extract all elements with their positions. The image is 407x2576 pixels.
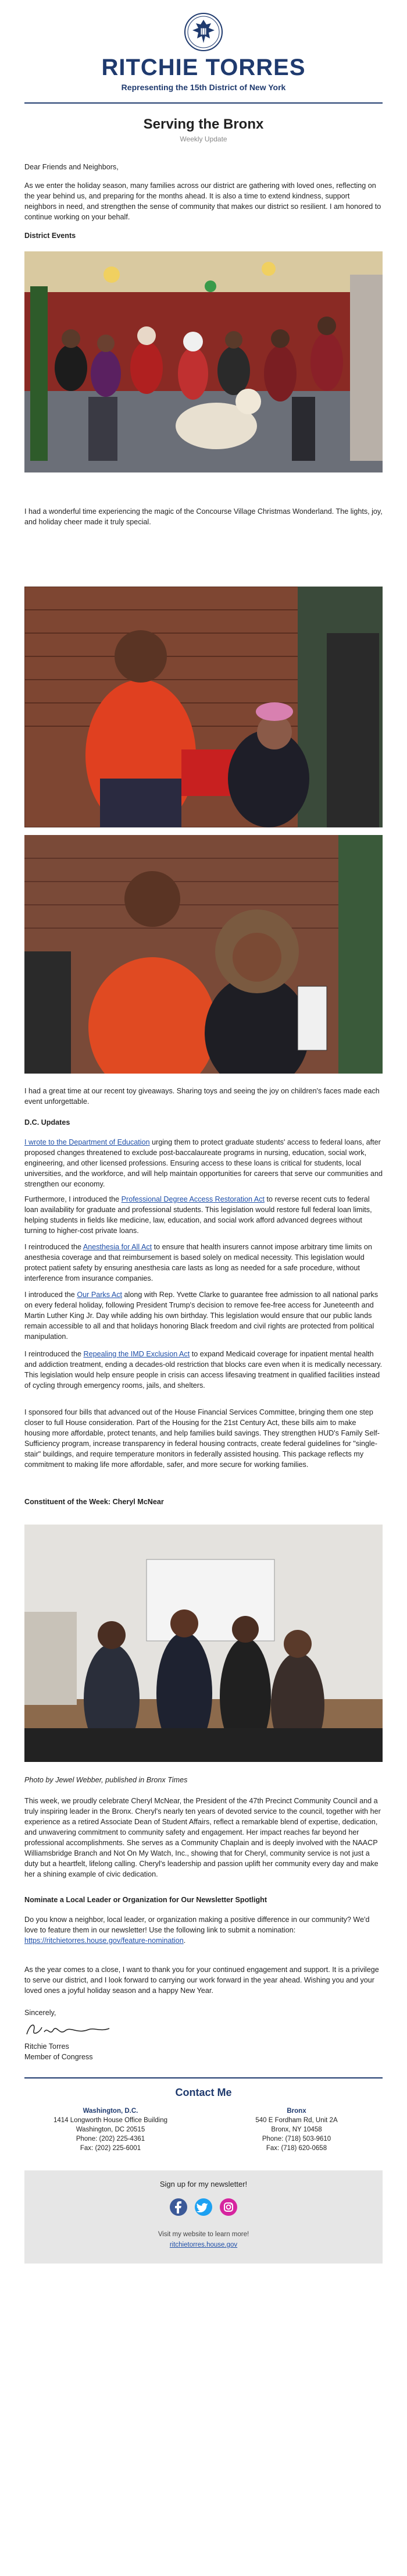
footer (24, 2170, 383, 2264)
our-parks-act-link[interactable]: Our Parks Act (77, 1291, 123, 1299)
dc-update-degree-access (24, 1194, 383, 1236)
imd-exclusion-act-link[interactable]: Repealing the IMD Exclusion Act (83, 1350, 190, 1358)
social-icons (167, 2198, 240, 2218)
dc-update-parks-pre: I introduced the (24, 1291, 77, 1299)
dc-update-imd-text: to expand Medicaid coverage for inpatient mental health and addiction treatment, ending a decades-old restriction that blocks care even when it is medically necessary. This legislation would help ensure people in crisis can access lifesaving treatment in qualified facilities instead of cycling through emergency rooms, jails, and shelters. (24, 1350, 383, 1390)
bronx-office-fax: Fax: (718) 620-0658 (266, 2145, 327, 2152)
divider (24, 102, 383, 104)
toy-giveaway-caption: I had a great time at our recent toy giveaways. Sharing toys and seeing the joy on children's faces made each event unforgettable. (24, 1087, 380, 1106)
dc-update-degree-access-text: to reverse recent cuts to federal loan availability for graduate and professional students. This legislation would restore full federal loan limits, helping students in fields like medicine, law, education, and social work afford advanced degrees without turning to higher-cost private loans. (24, 1195, 372, 1235)
twitter-icon[interactable] (195, 2198, 212, 2216)
dc-update-degree-access-pre: Furthermore, I introduced the (24, 1195, 122, 1203)
education-letter-link[interactable]: I wrote to the Department of Education (24, 1138, 150, 1146)
header (0, 0, 407, 99)
dc-office-fax: Fax: (202) 225-6001 (80, 2145, 141, 2152)
contact-divider (24, 2077, 383, 2078)
header-name: RITCHIE TORRES (101, 55, 306, 80)
dc-update-anesthesia (24, 1242, 383, 1284)
newsletter-title: Serving the Bronx (143, 116, 264, 132)
dc-update-parks (24, 1289, 383, 1342)
instagram-icon[interactable] (220, 2198, 237, 2216)
sign-title: Member of Congress (24, 2053, 93, 2061)
degree-access-act-link[interactable]: Professional Degree Access Restoration Act (121, 1195, 265, 1203)
nominate-end: . (183, 1937, 186, 1945)
visit-website-text: Visit my website to learn more! (158, 2231, 249, 2238)
contact-heading: Contact Me (175, 2087, 232, 2098)
dc-update-housing: I sponsored four bills that advanced out of the House Financial Services Committee, bringing them one step closer to full House consideration. Part of the Housing for the 21st Century Act, these bills aim to make housing more affordable, protect tenants, and help families build savings. They strengthen HUD's Family Self-Sufficiency program, increase transparency in federal housing contracts, create federal guidelines for "single-stair" buildings, and require temperature monitors in federally assisted housing. This package reflects my commitment to making life more affordable, safer, and more secure for working families. (24, 1408, 380, 1469)
constituent-heading: Constituent of the Week: Cheryl McNear (24, 1498, 164, 1506)
dc-update-anesthesia-pre: I reintroduced the (24, 1243, 83, 1251)
bronx-office-title: Bronx (287, 2108, 306, 2115)
christmas-caption: I had a wonderful time experiencing the magic of the Concourse Village Christmas Wonderland. The lights, joy, and holiday cheer made it truly special. (24, 507, 383, 526)
signature-image (24, 2019, 112, 2040)
dc-office-address: 1414 Longworth House Office Building (53, 2117, 168, 2124)
dc-update-education-text: urging them to protect graduate students' access to federal loans, after proposed changes threatened to exclude post-baccalaureate programs in nursing, education, social work, engineering, and other licensed professions. Ensuring access to these loans is critical for students, local universities, and the workforce, and will help maintain opportunities for careers that serve our communities and strengthen our economy. (24, 1138, 383, 1188)
newsletter-subtitle: Weekly Update (180, 135, 227, 143)
dc-update-parks-text: along with Rep. Yvette Clarke to guarantee free admission to all national parks on every federal holiday, following President Trump's decision to remove fee-free access for Juneteenth and Martin Luther King Jr. Day while adding his own birthday. This legislation would ensure that our public lands remain accessible to all and that holidays honoring Black freedom and civil rights are protected from political manipulation. (24, 1291, 379, 1341)
dc-office-phone: Phone: (202) 225-4361 (76, 2136, 145, 2142)
facebook-icon[interactable] (170, 2198, 187, 2216)
dc-update-anesthesia-text: to ensure that health insurers cannot impose arbitrary time limits on anesthesia coverage and that reimbursement is based solely on medical necessity. This legislation would protect patient safety by ensuring anesthesia care lasts as long as needed for a safe procedure, without interference from insurance companies. (24, 1243, 372, 1282)
bronx-office-city: Bronx, NY 10458 (271, 2126, 322, 2133)
nomination-link[interactable]: https://ritchietorres.house.gov/feature-nomination (24, 1937, 184, 1945)
district-events-heading: District Events (24, 232, 76, 240)
nominate-paragraph (24, 1914, 383, 1946)
photo-credit: Photo by Jewel Webber, published in Bronx Times (24, 1776, 188, 1784)
newsletter-signup-button[interactable]: Sign up for my newsletter! (159, 2180, 248, 2188)
nominate-text: Do you know a neighbor, local leader, or organization making a positive difference in our community? We'd love to feature them in our newsletter! Use the following link to submit a nomination: (24, 1916, 370, 1934)
congress-seal-logo (183, 12, 224, 52)
dc-update-imd-pre: I reintroduced the (24, 1350, 84, 1358)
christmas-wonderland-photo (24, 251, 383, 472)
contact-bronx-office (221, 2106, 372, 2153)
dc-updates-heading: D.C. Updates (24, 1118, 70, 1127)
dc-office-city: Washington, DC 20515 (76, 2126, 145, 2133)
dc-office-title: Washington, D.C. (83, 2108, 138, 2115)
header-tagline: Representing the 15th District of New York (121, 83, 286, 92)
sincerely: Sincerely, (24, 2009, 56, 2017)
toy-giveaway-photo-2 (24, 835, 383, 1074)
sign-name: Ritchie Torres (24, 2042, 69, 2051)
intro-paragraph: As we enter the holiday season, many families across our district are gathering with loved ones, reflecting on the year behind us, and preparing for the months ahead. It is also a time to extend kindness, support neighbors in need, and strengthen the sense of community that makes our district so resilient. I am honored to continue working on your behalf. (24, 182, 381, 221)
constituent-photo (24, 1525, 383, 1762)
closing-paragraph: As the year comes to a close, I want to thank you for your continued engagement and support. It is a privilege to serve our district, and I look forward to carrying our work forward in the year ahead. Wishing you and your loved ones a joyful holiday season and a happy New Year. (24, 1966, 379, 1995)
constituent-description: This week, we proudly celebrate Cheryl McNear, the President of the 47th Precinct Community Council and a truly inspiring leader in the Bronx. Cheryl's nearly ten years of devoted service to the council, together with her experience as a retired Associate Dean of Student Affairs, reflect a remarkable blend of expertise, dedication, and unwavering commitment to community safety and engagement. Her impact reaches far beyond her professional accomplishments. She serves as a Community Chaplain and is deeply involved with the NAACP Williamsbridge Branch and Not On My Watch, Inc., showing that for Cheryl, community service is not just a duty but a heartfelt, lifelong calling. Cheryl's leadership and passion uplift her community every day and make her a shining example of civic dedication. (24, 1797, 381, 1878)
greeting: Dear Friends and Neighbors, (24, 163, 119, 171)
dc-update-imd (24, 1349, 383, 1391)
nominate-heading: Nominate a Local Leader or Organization for Our Newsletter Spotlight (24, 1896, 267, 1904)
contact-dc-office (35, 2106, 186, 2153)
bronx-office-phone: Phone: (718) 503-9610 (262, 2136, 331, 2142)
anesthesia-act-link[interactable]: Anesthesia for All Act (83, 1243, 152, 1251)
website-link[interactable]: ritchietorres.house.gov (169, 2241, 238, 2248)
toy-giveaway-photo-1 (24, 587, 383, 827)
dc-update-education (24, 1137, 383, 1189)
bronx-office-address: 540 E Fordham Rd, Unit 2A (255, 2117, 338, 2124)
